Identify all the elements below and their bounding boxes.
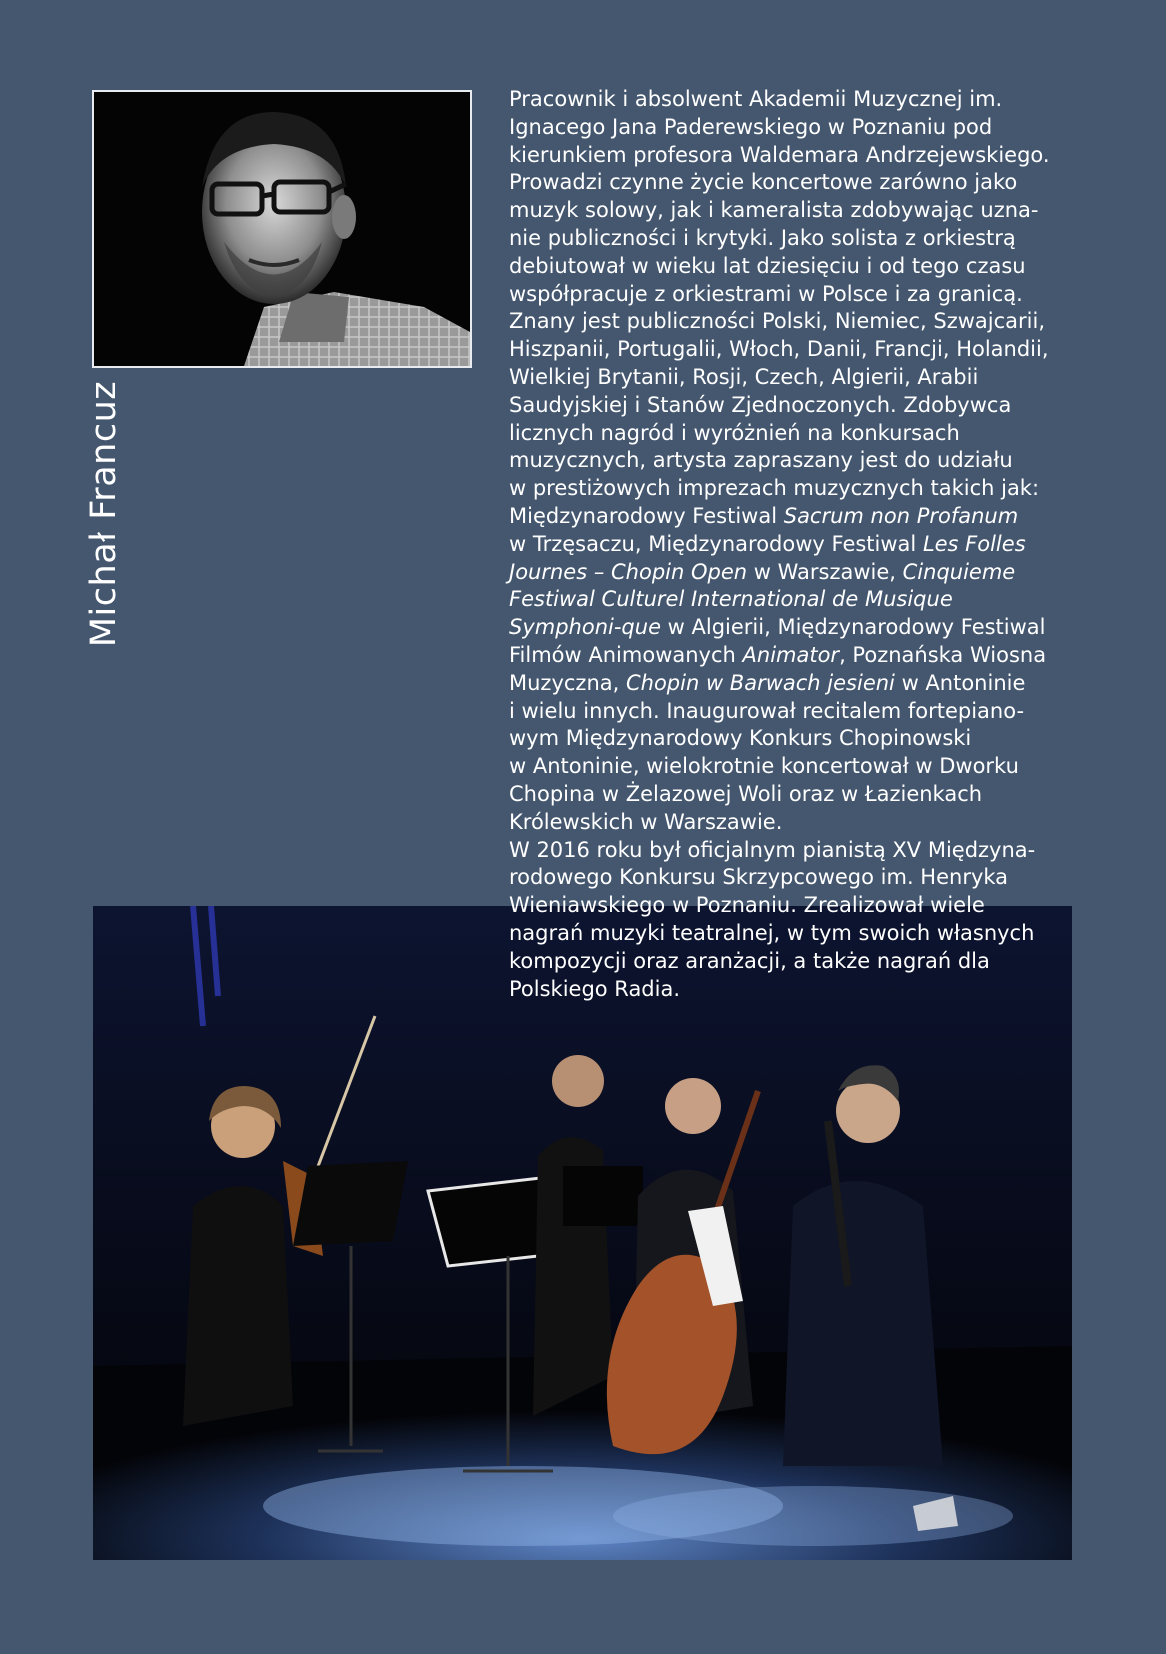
bio-italic-title: Journes – Chopin Open [509, 559, 748, 584]
bio-line [509, 781, 1079, 809]
bio-line [509, 614, 1079, 642]
bio-line [509, 948, 1079, 976]
bio-line [509, 976, 1079, 1004]
bio-italic-title: Cinquieme [902, 559, 1016, 584]
bio-text-segment: Saudyjskiej i Stanów Zjednoczonych. Zdobywca [509, 392, 1012, 417]
bio-line [509, 364, 1079, 392]
bio-line [509, 86, 1079, 114]
bio-text-segment: Chopina w Żelazowej Woli oraz w Łazienkach [509, 781, 983, 806]
bio-text-segment: Królewskich w Warszawie. [509, 809, 783, 834]
bio-text-segment: w Antoninie, wielokrotnie koncertował w Dworku [509, 754, 1019, 779]
portrait-photo [92, 90, 472, 368]
bio-text-segment: w Antoninie [894, 670, 1026, 695]
bio-line [509, 225, 1079, 253]
bio-line [509, 698, 1079, 726]
bio-text-segment: Filmów Animowanych [509, 642, 743, 667]
bio-text-segment: nagrań muzyki teatralnej, w tym swoich własnych [509, 920, 1035, 945]
bio-text-segment: Hiszpanii, Portugalii, Włoch, Danii, Francji, Holandii, [509, 337, 1049, 362]
bio-text-segment: Pracownik i absolwent Akademii Muzycznej im. [509, 87, 1003, 111]
bio-text-segment: i wielu innych. Inaugurował recitalem fortepiano- [509, 698, 1025, 723]
bio-text-segment: Muzyczna, [509, 670, 626, 695]
bio-text-segment: w Trzęsaczu, Międzynarodowy Festiwal [509, 531, 923, 556]
bio-line [509, 503, 1079, 531]
bio-text-segment: w prestiżowych imprezach muzycznych takich jak: [509, 476, 1040, 501]
bio-line [509, 892, 1079, 920]
bio-line [509, 420, 1079, 448]
bio-text-segment: kierunkiem profesora Waldemara Andrzejewskiego. [509, 142, 1050, 167]
bio-line [509, 753, 1079, 781]
bio-line [509, 197, 1079, 225]
bio-text-segment: Międzynarodowy Festiwal [509, 503, 784, 528]
bio-line [509, 253, 1079, 281]
bio-italic-title: Chopin w Barwach jesieni [625, 670, 895, 695]
bio-line [509, 169, 1079, 197]
concert-photo [93, 906, 1072, 1560]
bio-line [509, 475, 1079, 503]
bio-line [509, 809, 1079, 837]
bio-text-segment: Polskiego Radia. [509, 976, 681, 1001]
bio-text-segment: Ignacego Jana Paderewskiego w Poznaniu pod [509, 114, 993, 139]
bio-line [509, 920, 1079, 948]
bio-line [509, 392, 1079, 420]
bio-text-segment: Prowadzi czynne życie koncertowe zarówno jako [509, 170, 1018, 195]
bio-line [509, 642, 1079, 670]
bio-text-segment: rodowego Konkursu Skrzypcowego im. Henryka [509, 865, 1009, 890]
bio-text-segment: wym Międzynarodowy Konkurs Chopinowski [509, 726, 972, 751]
bio-text-segment: muzyk solowy, jak i kameralista zdobywając uzna- [509, 198, 1039, 223]
bio-italic-title: Les Folles [922, 531, 1026, 556]
bio-text-segment: debiutował w wieku lat dziesięciu i od tego czasu [509, 253, 1026, 278]
bio-text-segment: w Algierii, Międzynarodowy Festiwal [660, 615, 1046, 640]
bio-text-segment: nie publiczności i krytyki. Jako solista z orkiestrą [509, 225, 1016, 250]
bio-text-segment: W 2016 roku był oficjalnym pianistą XV Międzyna- [509, 837, 1036, 862]
bio-italic-title: Sacrum non Profanum [783, 503, 1019, 528]
bio-text-segment: Wielkiej Brytanii, Rosji, Czech, Algierii, Arabii [509, 364, 979, 389]
bio-line [509, 142, 1079, 170]
bio-line [509, 864, 1079, 892]
bio-line [509, 837, 1079, 865]
bio-text-segment: w Warszawie, [747, 559, 903, 584]
bio-line [509, 725, 1079, 753]
artist-name: Michał Francuz [84, 380, 124, 648]
bio-text-segment: , Poznańska Wiosna [839, 642, 1047, 667]
bio-text-segment: licznych nagród i wyróżnień na konkursach [509, 420, 960, 445]
bio-text-segment: muzycznych, artysta zapraszany jest do udziału [509, 448, 1013, 473]
bio-line [509, 670, 1079, 698]
bio-italic-title: Festiwal Culturel International de Musique [509, 587, 953, 612]
bio-text-segment: Wieniawskiego w Poznaniu. Zrealizował wiele [509, 893, 985, 918]
bio-line [509, 447, 1079, 475]
bio-line [509, 559, 1079, 587]
bio-line [509, 531, 1079, 559]
bio-line [509, 336, 1079, 364]
bio-line [509, 114, 1079, 142]
concert-photo-icon [93, 906, 1072, 1560]
bio-line [509, 308, 1079, 336]
bio-line [509, 281, 1079, 309]
biography-text [509, 86, 1079, 1003]
portrait-photo-icon [94, 92, 470, 366]
bio-text-segment: współpracuje z orkiestrami w Polsce i za granicą. [509, 281, 1023, 306]
bio-italic-title: Animator [742, 642, 840, 667]
bio-italic-title: Symphoni-que [509, 615, 661, 640]
bio-text-segment: kompozycji oraz aranżacji, a także nagrań dla [509, 948, 990, 973]
bio-line [509, 586, 1079, 614]
bio-text-segment: Znany jest publiczności Polski, Niemiec, Szwajcarii, [509, 309, 1046, 334]
